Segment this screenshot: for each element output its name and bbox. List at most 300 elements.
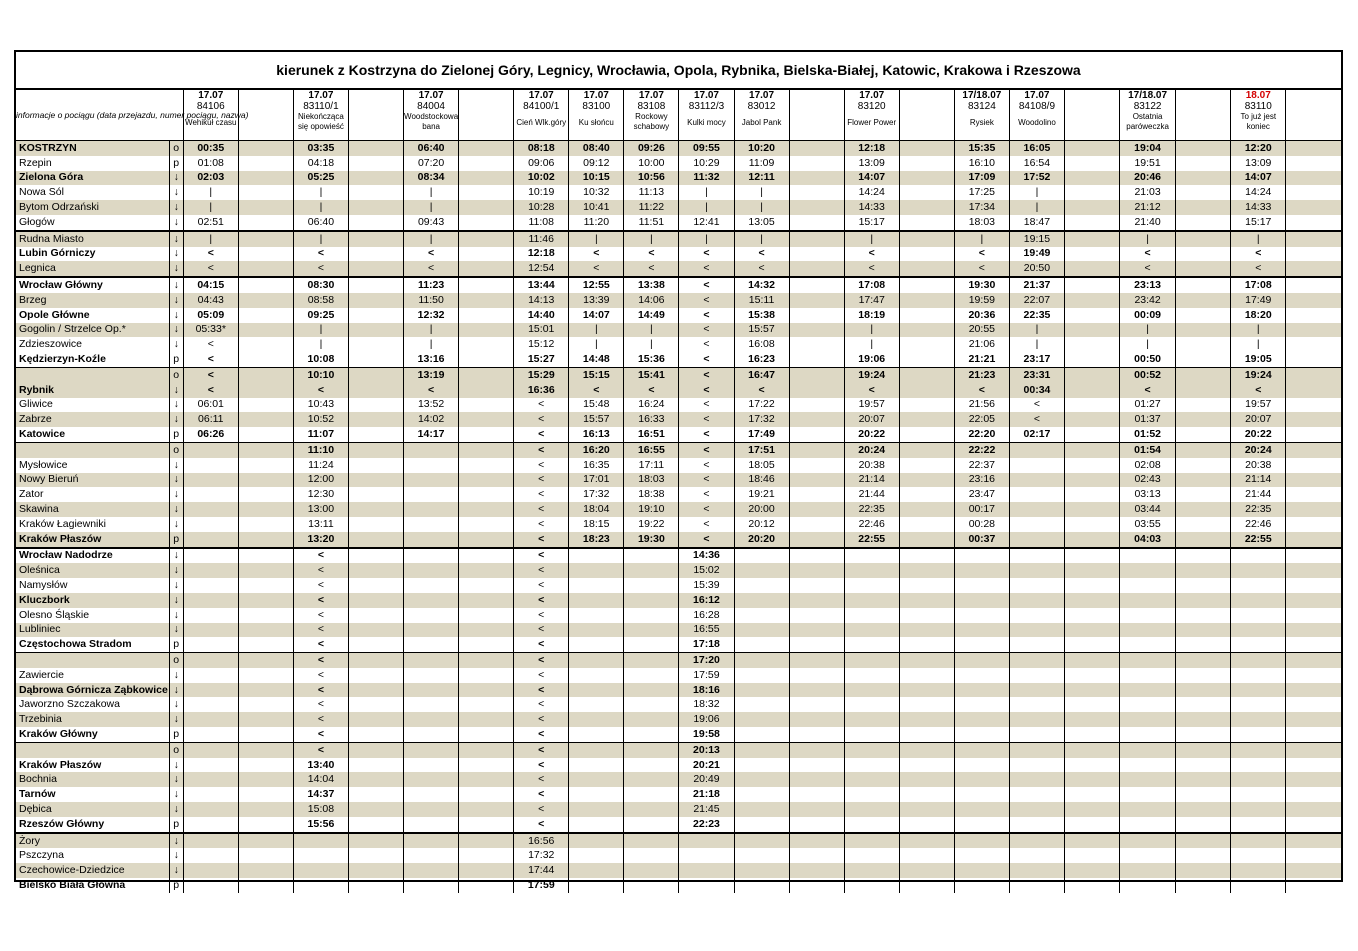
train-number: 83124 — [967, 101, 996, 112]
time-cell — [1231, 802, 1286, 817]
time-cell — [1231, 817, 1286, 833]
time-cell: 00:52 — [1120, 367, 1176, 382]
time-cell — [183, 712, 238, 727]
timetable-row — [16, 171, 1341, 186]
stop-marker: ↓ — [169, 787, 183, 802]
time-cell — [1064, 532, 1119, 548]
time-cell: 16:13 — [569, 427, 624, 442]
time-cell: 14:04 — [293, 772, 348, 787]
time-cell: < — [293, 383, 348, 398]
time-cell — [404, 637, 459, 652]
time-cell: 01:54 — [1120, 442, 1176, 457]
time-cell: 11:13 — [624, 185, 679, 200]
time-cell — [624, 742, 679, 757]
time-cell — [734, 653, 789, 668]
station-name: Brzeg — [16, 293, 169, 308]
time-cell — [404, 563, 459, 578]
time-cell — [238, 383, 293, 398]
time-cell — [789, 247, 844, 262]
time-cell — [1064, 308, 1119, 323]
time-cell — [1231, 637, 1286, 652]
train-header — [1231, 90, 1286, 141]
time-cell — [1286, 352, 1341, 367]
time-cell: < — [679, 502, 734, 517]
stop-marker: o — [169, 653, 183, 668]
train-name: Woodolino — [1018, 118, 1056, 127]
stop-marker: p — [169, 878, 183, 893]
time-cell — [348, 848, 403, 863]
time-cell — [734, 727, 789, 742]
time-cell — [1231, 653, 1286, 668]
time-cell — [238, 878, 293, 893]
time-cell — [899, 261, 954, 277]
time-cell — [183, 502, 238, 517]
time-cell: 22:35 — [1009, 308, 1064, 323]
train-number: 83110 — [1244, 101, 1272, 112]
time-cell: 02:03 — [183, 171, 238, 186]
time-cell: 16:28 — [679, 608, 734, 623]
time-cell — [789, 517, 844, 532]
station-name: Bielsko Biała Główna — [19, 878, 126, 891]
time-cell: 19:59 — [954, 293, 1009, 308]
time-cell — [293, 848, 348, 863]
time-cell — [1009, 712, 1064, 727]
time-cell — [1120, 548, 1176, 564]
time-cell — [1176, 398, 1231, 413]
timetable-row — [16, 758, 1341, 773]
timetable-row — [16, 442, 1341, 457]
time-cell — [844, 787, 899, 802]
time-cell — [1176, 817, 1231, 833]
time-cell — [1009, 683, 1064, 698]
time-cell: 15:17 — [1231, 215, 1286, 231]
time-cell — [569, 758, 624, 773]
time-cell: 18:38 — [624, 487, 679, 502]
time-cell — [1064, 848, 1119, 863]
time-cell: 21:23 — [954, 367, 1009, 382]
time-cell — [1120, 608, 1176, 623]
time-cell — [1176, 623, 1231, 638]
timetable-row — [16, 697, 1341, 712]
time-cell — [1009, 833, 1064, 849]
time-cell — [1064, 337, 1119, 352]
station-name: Kędzierzyn-Koźle — [19, 353, 106, 366]
time-cell: < — [1231, 261, 1286, 277]
time-cell — [1176, 308, 1231, 323]
time-cell: < — [954, 383, 1009, 398]
timetable-row — [16, 683, 1341, 698]
timetable-row — [16, 487, 1341, 502]
time-cell — [844, 817, 899, 833]
time-cell — [899, 308, 954, 323]
time-cell — [899, 231, 954, 247]
train-number: 83122 — [1133, 101, 1162, 112]
time-cell — [734, 742, 789, 757]
time-cell — [1064, 200, 1119, 215]
time-cell — [238, 817, 293, 833]
time-cell: 08:30 — [293, 277, 348, 293]
time-cell — [459, 171, 514, 186]
time-cell — [1064, 367, 1119, 382]
time-cell: 20:38 — [1231, 458, 1286, 473]
time-cell: 21:45 — [679, 802, 734, 817]
time-cell — [954, 863, 1009, 878]
train-number: 84004 — [417, 101, 445, 112]
train-header — [404, 90, 459, 141]
time-cell — [404, 442, 459, 457]
time-cell: 18:03 — [624, 473, 679, 488]
time-cell — [954, 623, 1009, 638]
time-cell — [459, 848, 514, 863]
time-cell: 22:35 — [844, 502, 899, 517]
time-cell — [569, 833, 624, 849]
time-cell — [238, 200, 293, 215]
time-cell — [238, 308, 293, 323]
time-cell: < — [1120, 383, 1176, 398]
train-header — [624, 90, 679, 141]
train-number: 83110/1 — [303, 101, 339, 112]
time-cell — [238, 398, 293, 413]
time-cell: | — [183, 200, 238, 215]
time-cell — [899, 833, 954, 849]
stop-marker: ↓ — [169, 247, 183, 262]
time-cell — [404, 623, 459, 638]
time-cell — [1120, 683, 1176, 698]
time-cell — [1176, 458, 1231, 473]
time-cell: < — [514, 637, 569, 652]
time-cell: | — [624, 231, 679, 247]
timetable-row — [16, 352, 1341, 367]
time-cell — [1231, 683, 1286, 698]
timetable-row — [16, 742, 1341, 757]
time-cell — [1064, 593, 1119, 608]
time-cell — [624, 787, 679, 802]
time-cell — [899, 668, 954, 683]
time-cell — [1120, 787, 1176, 802]
time-cell — [789, 231, 844, 247]
time-cell: 06:01 — [183, 398, 238, 413]
time-cell: 16:08 — [734, 337, 789, 352]
time-cell — [1231, 833, 1286, 849]
time-cell: < — [514, 502, 569, 517]
time-cell — [459, 637, 514, 652]
time-cell: 00:34 — [1009, 383, 1064, 398]
time-cell: < — [183, 247, 238, 262]
stop-marker: p — [169, 156, 183, 171]
time-cell: 23:31 — [1009, 367, 1064, 382]
station-name: Oleśnica — [16, 563, 169, 578]
time-cell: 18:03 — [954, 215, 1009, 231]
train-name: Kulki mocy — [687, 118, 726, 127]
time-cell: 05:33* — [183, 323, 238, 338]
time-cell: < — [293, 668, 348, 683]
time-cell — [404, 848, 459, 863]
time-cell: 21:44 — [1231, 487, 1286, 502]
time-cell — [183, 593, 238, 608]
time-cell — [844, 833, 899, 849]
time-cell — [238, 563, 293, 578]
time-cell: 17:22 — [734, 398, 789, 413]
time-cell: < — [514, 487, 569, 502]
time-cell — [1176, 727, 1231, 742]
time-cell — [1176, 352, 1231, 367]
time-cell — [1176, 653, 1231, 668]
time-cell: 20:50 — [1009, 261, 1064, 277]
time-cell — [238, 578, 293, 593]
time-cell — [348, 697, 403, 712]
time-cell — [624, 593, 679, 608]
stop-marker: ↓ — [169, 833, 183, 849]
train-name: Niekończąca się opowieść — [298, 112, 344, 131]
stop-marker: ↓ — [169, 758, 183, 773]
time-cell: | — [404, 323, 459, 338]
time-cell: 16:47 — [734, 367, 789, 382]
time-cell: < — [514, 802, 569, 817]
stop-marker: ↓ — [169, 772, 183, 787]
time-cell — [569, 878, 624, 893]
time-cell — [569, 637, 624, 652]
time-cell — [789, 200, 844, 215]
time-cell — [238, 231, 293, 247]
time-cell — [1064, 352, 1119, 367]
timetable-row — [16, 623, 1341, 638]
time-cell — [459, 427, 514, 442]
time-cell — [1064, 215, 1119, 231]
time-cell: < — [404, 261, 459, 277]
time-cell: 20:22 — [1231, 427, 1286, 442]
time-cell — [1176, 683, 1231, 698]
time-cell: 16:12 — [679, 593, 734, 608]
train-date: 17/18.07 — [1128, 90, 1168, 101]
time-cell — [1231, 578, 1286, 593]
station-name: Nowa Sól — [19, 186, 64, 199]
time-cell — [899, 442, 954, 457]
time-cell — [1286, 458, 1341, 473]
time-cell: < — [734, 247, 789, 262]
time-cell — [404, 863, 459, 878]
time-cell — [789, 458, 844, 473]
station-name — [16, 742, 169, 757]
time-cell — [459, 141, 514, 156]
time-cell: 16:23 — [734, 352, 789, 367]
time-cell: < — [514, 653, 569, 668]
train-name: To już jest koniec — [1240, 112, 1277, 131]
time-cell: 08:58 — [293, 293, 348, 308]
timetable-row — [16, 548, 1341, 564]
time-cell — [789, 337, 844, 352]
time-cell: 20:07 — [1231, 412, 1286, 427]
time-cell — [1176, 578, 1231, 593]
time-cell: 17:18 — [679, 637, 734, 652]
time-cell — [1286, 712, 1341, 727]
time-cell: < — [183, 337, 238, 352]
time-cell — [459, 668, 514, 683]
time-cell — [954, 787, 1009, 802]
time-cell: 20:55 — [954, 323, 1009, 338]
time-cell — [954, 758, 1009, 773]
timetable-row — [16, 863, 1341, 878]
time-cell — [954, 772, 1009, 787]
time-cell — [789, 817, 844, 833]
time-cell: 11:10 — [293, 442, 348, 457]
time-cell — [404, 878, 459, 893]
time-cell — [789, 727, 844, 742]
time-cell — [183, 487, 238, 502]
time-cell — [1286, 261, 1341, 277]
time-cell: 09:25 — [293, 308, 348, 323]
time-cell — [1064, 563, 1119, 578]
timetable-row — [16, 323, 1341, 338]
time-cell: 22:35 — [1231, 502, 1286, 517]
time-cell: < — [293, 578, 348, 593]
time-cell: 11:20 — [569, 215, 624, 231]
time-cell — [1064, 231, 1119, 247]
timetable-row — [16, 427, 1341, 442]
time-cell — [348, 412, 403, 427]
station-name: Trzebinia — [16, 712, 169, 727]
station-name — [16, 367, 169, 382]
time-cell: 18:04 — [569, 502, 624, 517]
time-cell — [569, 712, 624, 727]
time-cell: 15:57 — [734, 323, 789, 338]
time-cell — [569, 742, 624, 757]
time-cell: < — [844, 261, 899, 277]
time-cell — [1009, 517, 1064, 532]
time-cell: 03:55 — [1120, 517, 1176, 532]
time-cell — [238, 277, 293, 293]
time-cell: | — [1231, 231, 1286, 247]
time-cell: 15:48 — [569, 398, 624, 413]
time-cell — [899, 156, 954, 171]
time-cell — [404, 473, 459, 488]
timetable-row — [16, 398, 1341, 413]
time-cell — [1176, 517, 1231, 532]
time-cell: 11:46 — [514, 231, 569, 247]
time-cell: 16:35 — [569, 458, 624, 473]
time-cell: 12:11 — [734, 171, 789, 186]
time-cell — [1064, 458, 1119, 473]
station-name: Zabrze — [16, 412, 169, 427]
time-cell — [459, 563, 514, 578]
time-cell: < — [514, 697, 569, 712]
time-cell — [624, 683, 679, 698]
time-cell — [238, 367, 293, 382]
time-cell — [404, 502, 459, 517]
time-cell — [348, 383, 403, 398]
time-cell: | — [1009, 185, 1064, 200]
time-cell — [1120, 833, 1176, 849]
time-cell: 13:19 — [404, 367, 459, 382]
station-name: Gliwice — [19, 398, 53, 411]
stop-marker: ↓ — [169, 231, 183, 247]
time-cell: < — [293, 683, 348, 698]
time-cell: 13:09 — [1231, 156, 1286, 171]
time-cell — [1286, 141, 1341, 156]
time-cell: 20:07 — [844, 412, 899, 427]
time-cell: < — [514, 427, 569, 442]
time-cell — [348, 141, 403, 156]
train-date: 17.07 — [528, 90, 554, 101]
time-cell — [459, 548, 514, 564]
time-cell — [899, 683, 954, 698]
train-header — [569, 90, 624, 141]
time-cell — [183, 742, 238, 757]
time-cell — [459, 473, 514, 488]
time-cell: < — [514, 712, 569, 727]
time-cell: 18:16 — [679, 683, 734, 698]
time-cell: 17:52 — [1009, 171, 1064, 186]
time-cell — [1286, 817, 1341, 833]
time-cell: < — [679, 277, 734, 293]
time-cell — [844, 683, 899, 698]
time-cell — [459, 787, 514, 802]
time-cell — [1286, 277, 1341, 293]
time-cell: 22:46 — [1231, 517, 1286, 532]
time-cell: 17:59 — [679, 668, 734, 683]
time-cell — [734, 608, 789, 623]
time-cell: 14:33 — [1231, 200, 1286, 215]
time-cell: < — [1009, 412, 1064, 427]
time-cell — [183, 653, 238, 668]
time-cell — [1286, 487, 1341, 502]
time-cell — [459, 412, 514, 427]
time-cell — [183, 668, 238, 683]
time-cell — [1120, 848, 1176, 863]
time-cell: 02:17 — [1009, 427, 1064, 442]
time-cell — [1286, 398, 1341, 413]
time-cell: 10:15 — [569, 171, 624, 186]
time-cell — [569, 817, 624, 833]
time-cell: < — [514, 412, 569, 427]
time-cell — [1286, 608, 1341, 623]
station-name: Rzeszów Główny — [19, 817, 105, 830]
timetable-row — [16, 532, 1341, 548]
time-cell — [624, 712, 679, 727]
train-date: 17.07 — [1024, 90, 1050, 101]
time-cell: 11:50 — [404, 293, 459, 308]
time-cell — [348, 352, 403, 367]
train-name: Jabol Pank — [741, 118, 782, 127]
time-cell — [1231, 758, 1286, 773]
time-cell — [459, 277, 514, 293]
time-cell — [789, 563, 844, 578]
time-cell: 22:46 — [844, 517, 899, 532]
time-cell: 12:41 — [679, 215, 734, 231]
time-cell — [238, 337, 293, 352]
time-cell — [624, 848, 679, 863]
time-cell — [734, 817, 789, 833]
train-header — [1176, 90, 1231, 141]
time-cell — [348, 608, 403, 623]
stop-marker: ↓ — [169, 412, 183, 427]
time-cell: 10:41 — [569, 200, 624, 215]
time-cell — [348, 200, 403, 215]
time-cell — [459, 200, 514, 215]
time-cell: 21:18 — [679, 787, 734, 802]
time-cell: 17:32 — [734, 412, 789, 427]
train-name: Woodstockowa bana — [404, 112, 459, 131]
time-cell: | — [569, 231, 624, 247]
time-cell: 19:06 — [679, 712, 734, 727]
time-cell — [1286, 517, 1341, 532]
time-cell: 01:52 — [1120, 427, 1176, 442]
time-cell: < — [514, 787, 569, 802]
time-cell: 23:42 — [1120, 293, 1176, 308]
time-cell — [899, 548, 954, 564]
stop-marker: ↓ — [169, 383, 183, 398]
time-cell: 10:19 — [514, 185, 569, 200]
time-cell — [1120, 863, 1176, 878]
